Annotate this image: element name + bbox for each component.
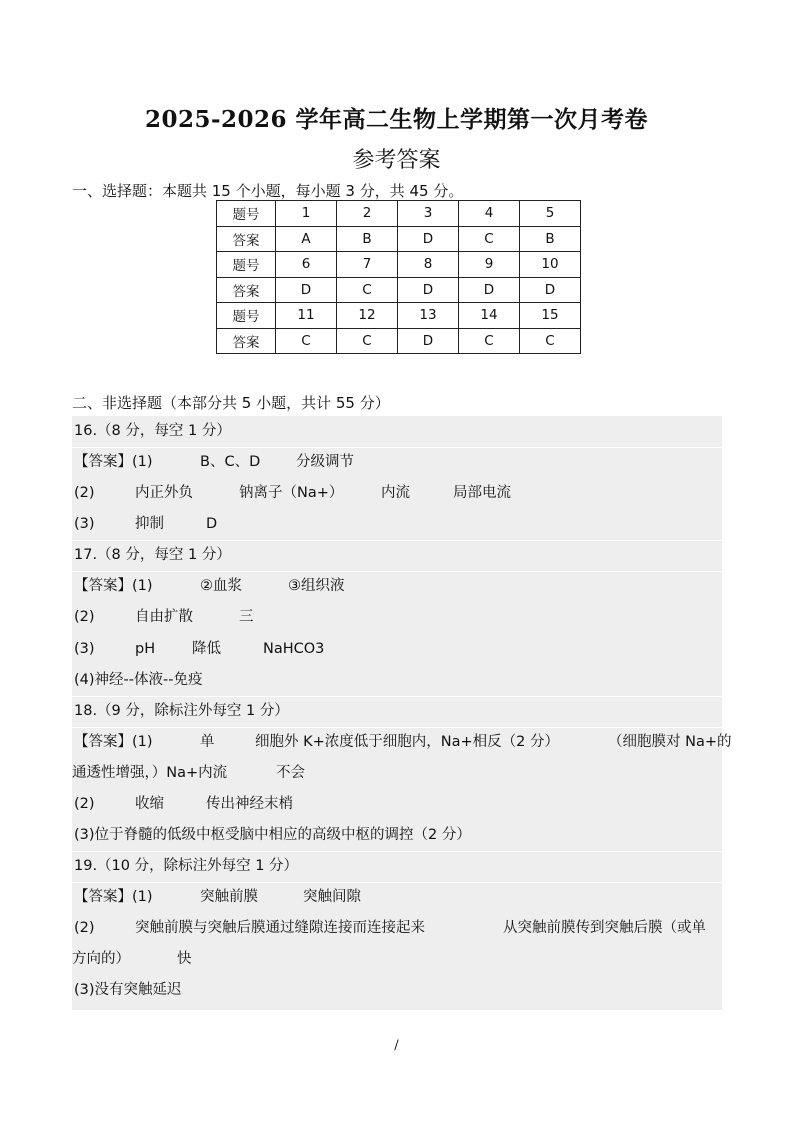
answer-table-cell: 11 xyxy=(276,303,337,329)
answer-table-row-label: 答案 xyxy=(217,328,276,354)
q19-line2-cont: 方向的） 快 xyxy=(72,951,192,967)
page-subtitle: 参考答案 xyxy=(352,148,441,173)
answer-table-cell: 10 xyxy=(520,252,581,278)
answer-table-cell: 4 xyxy=(459,201,520,227)
answer-table-cell: C xyxy=(459,226,520,252)
answer-table-cell: 6 xyxy=(276,252,337,278)
q17-heading: 17.（8 分，每空 1 分） xyxy=(74,547,231,563)
answer-table-row-label: 题号 xyxy=(217,252,276,278)
section1-heading: 一、选择题：本题共 15 个小题，每小题 3 分，共 45 分。 xyxy=(72,182,464,200)
q16-heading: 16.（8 分，每空 1 分） xyxy=(74,423,231,439)
answer-table-cell: C xyxy=(459,328,520,354)
q19-line3: (3)没有突触延迟 xyxy=(74,982,182,998)
answer-table-row-label: 题号 xyxy=(217,201,276,227)
page-number: / xyxy=(394,1038,399,1053)
answer-table-cell: B xyxy=(337,226,398,252)
answer-table-cell: A xyxy=(276,226,337,252)
answer-table-cell: 12 xyxy=(337,303,398,329)
page-title: 2025-2026 学年高二生物上学期第一次月考卷 xyxy=(144,106,649,133)
answer-table-row-label: 题号 xyxy=(217,303,276,329)
answer-table-row-label: 答案 xyxy=(217,277,276,303)
q19-line1: 【答案】(1) 突触前膜 突触间隙 xyxy=(74,889,361,905)
row-separator xyxy=(72,540,722,541)
answer-table-cell: D xyxy=(398,277,459,303)
answer-table-row xyxy=(217,303,581,329)
answer-table-cell: C xyxy=(337,277,398,303)
answer-table xyxy=(216,200,581,354)
answer-table-cell: D xyxy=(520,277,581,303)
answer-table-cell: D xyxy=(398,226,459,252)
q18-line3: (3)位于脊髓的低级中枢受脑中相应的高级中枢的调控（2 分） xyxy=(74,827,471,843)
answer-table-row xyxy=(217,226,581,252)
answer-table-cell: D xyxy=(398,328,459,354)
q18-line2: (2) 收缩 传出神经末梢 xyxy=(74,796,293,812)
answer-table-cell: 2 xyxy=(337,201,398,227)
q17-line4: (4)神经--体液--免疫 xyxy=(74,672,203,688)
answer-table-cell: 5 xyxy=(520,201,581,227)
answer-table-row xyxy=(217,201,581,227)
answer-table-row xyxy=(217,252,581,278)
answer-table-cell: D xyxy=(459,277,520,303)
answer-table-row xyxy=(217,328,581,354)
answer-table-cell: 7 xyxy=(337,252,398,278)
row-separator xyxy=(72,851,722,852)
answer-table-cell: 9 xyxy=(459,252,520,278)
section2-heading: 二、非选择题（本部分共 5 小题，共计 55 分） xyxy=(72,394,390,412)
row-separator xyxy=(72,882,722,883)
answer-table-cell: B xyxy=(520,226,581,252)
answer-table-cell: C xyxy=(276,328,337,354)
q19-heading: 19.（10 分，除标注外每空 1 分） xyxy=(74,858,299,874)
answer-table-cell: 13 xyxy=(398,303,459,329)
q16-line3: (3) 抑制 D xyxy=(74,516,218,532)
row-separator xyxy=(72,447,722,448)
q16-line2: (2) 内正外负 钠离子（Na+） 内流 局部电流 xyxy=(74,485,511,501)
q17-line2: (2) 自由扩散 三 xyxy=(74,609,254,625)
q17-line3: (3) pH 降低 NaHCO3 xyxy=(74,641,325,657)
answer-table-cell: 14 xyxy=(459,303,520,329)
q16-line1: 【答案】(1) B、C、D 分级调节 xyxy=(74,454,354,470)
answer-table-cell: D xyxy=(276,277,337,303)
answer-table-row xyxy=(217,277,581,303)
row-separator xyxy=(72,727,722,728)
answer-table-cell: 3 xyxy=(398,201,459,227)
answer-table-row-label: 答案 xyxy=(217,226,276,252)
row-separator xyxy=(72,696,722,697)
q19-line2: (2) 突触前膜与突触后膜通过缝隙连接而连接起来 从突触前膜传到突触后膜（或单 xyxy=(74,920,706,936)
q18-heading: 18.（9 分，除标注外每空 1 分） xyxy=(74,703,289,719)
q18-line1: 【答案】(1) 单 细胞外 K+浓度低于细胞内，Na+相反（2 分） （细胞膜对 Na+的 xyxy=(74,734,732,750)
row-separator xyxy=(72,571,722,572)
answer-table-cell: C xyxy=(520,328,581,354)
q18-line1-cont: 通透性增强，）Na+内流 不会 xyxy=(72,765,305,781)
q17-line1: 【答案】(1) ②血浆 ③组织液 xyxy=(74,578,345,594)
answer-table-cell: 8 xyxy=(398,252,459,278)
answer-table-cell: 15 xyxy=(520,303,581,329)
answer-table-cell: C xyxy=(337,328,398,354)
answer-table-cell: 1 xyxy=(276,201,337,227)
